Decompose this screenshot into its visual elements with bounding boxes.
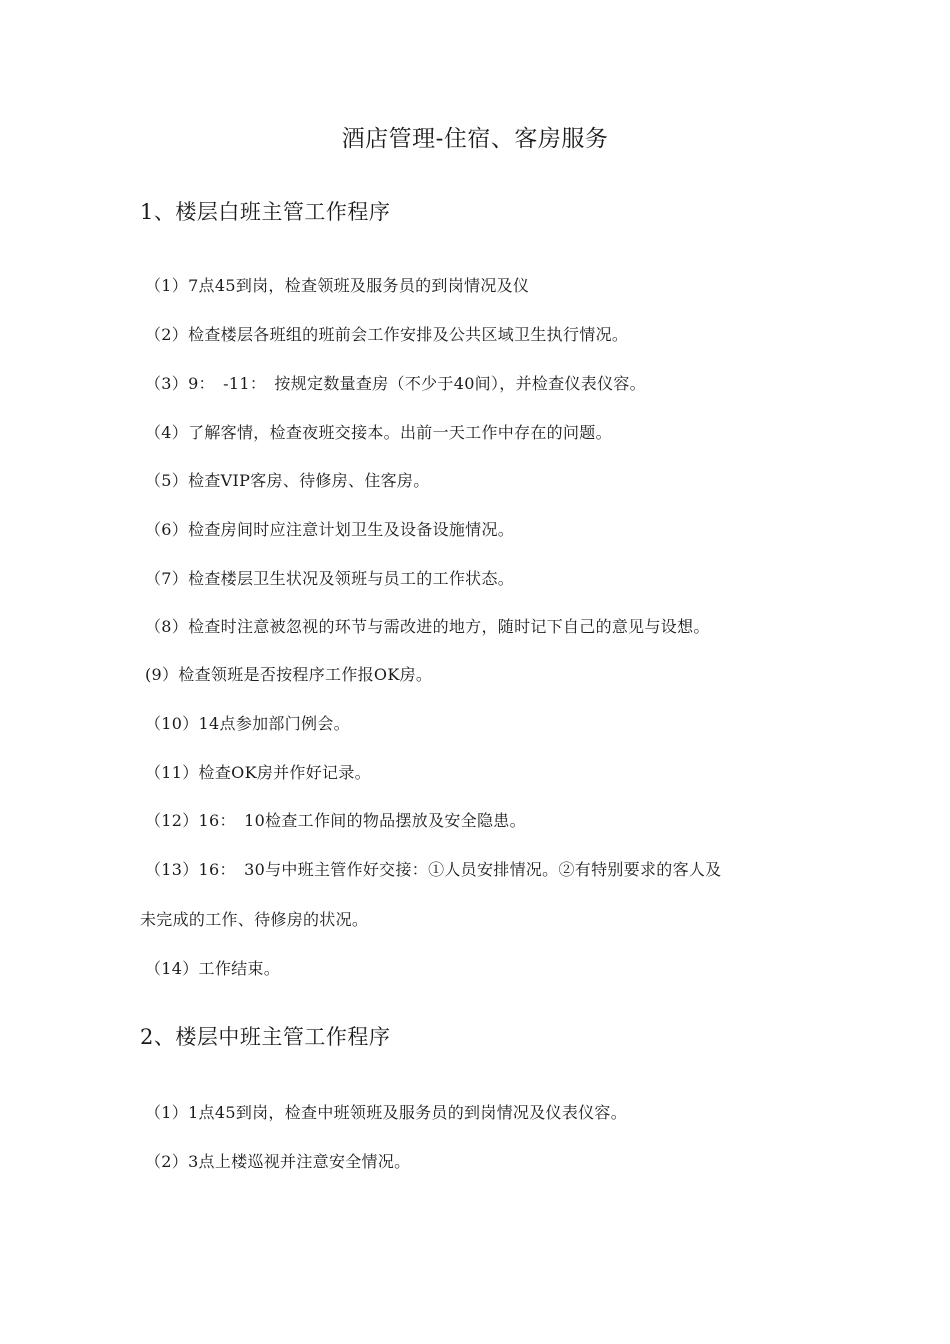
list-item: （4）了解客情，检查夜班交接本。出前一天工作中存在的问题。 [145,423,612,442]
list-item: （12）16： 10检查工作间的物品摆放及安全隐患。 [145,811,526,830]
list-item: （7）检查楼层卫生状况及领班与员工的工作状态。 [145,569,515,588]
list-item: （1）7点45到岗，检查领班及服务员的到岗情况及仪 [145,276,530,295]
list-item: （6）检查房间时应注意计划卫生及设备设施情况。 [145,520,515,539]
list-item: （8）检查时注意被忽视的环节与需改进的地方，随时记下自己的意见与设想。 [145,617,710,636]
section-heading-1: 1、楼层白班主管工作程序 [140,200,391,224]
list-item: （10）14点参加部门例会。 [145,714,350,733]
list-item-continuation: 未完成的工作、待修房的状况。 [140,910,369,929]
list-item: （2）3点上楼巡视并注意安全情况。 [145,1152,411,1171]
section-heading-2: 2、楼层中班主管工作程序 [140,1025,391,1049]
list-item: （1）1点45到岗，检查中班领班及服务员的到岗情况及仪表仪容。 [145,1103,628,1122]
list-item: （2）检查楼层各班组的班前会工作安排及公共区域卫生执行情况。 [145,325,629,344]
list-item: （11）检查OK房并作好记录。 [145,763,371,782]
list-item: （5）检查VIP客房、待修房、住客房。 [145,471,430,490]
page-title: 酒店管理-住宿、客房服务 [341,126,609,152]
list-item: （13）16： 30与中班主管作好交接：①人员安排情况。②有特别要求的客人及 [145,860,722,879]
list-item: (9）检查领班是否按程序工作报OK房。 [145,665,433,684]
list-item: （14）工作结束。 [145,959,281,978]
list-item: （3）9： -11： 按规定数量查房（不少于40间），并检查仪表仪容。 [145,374,646,393]
